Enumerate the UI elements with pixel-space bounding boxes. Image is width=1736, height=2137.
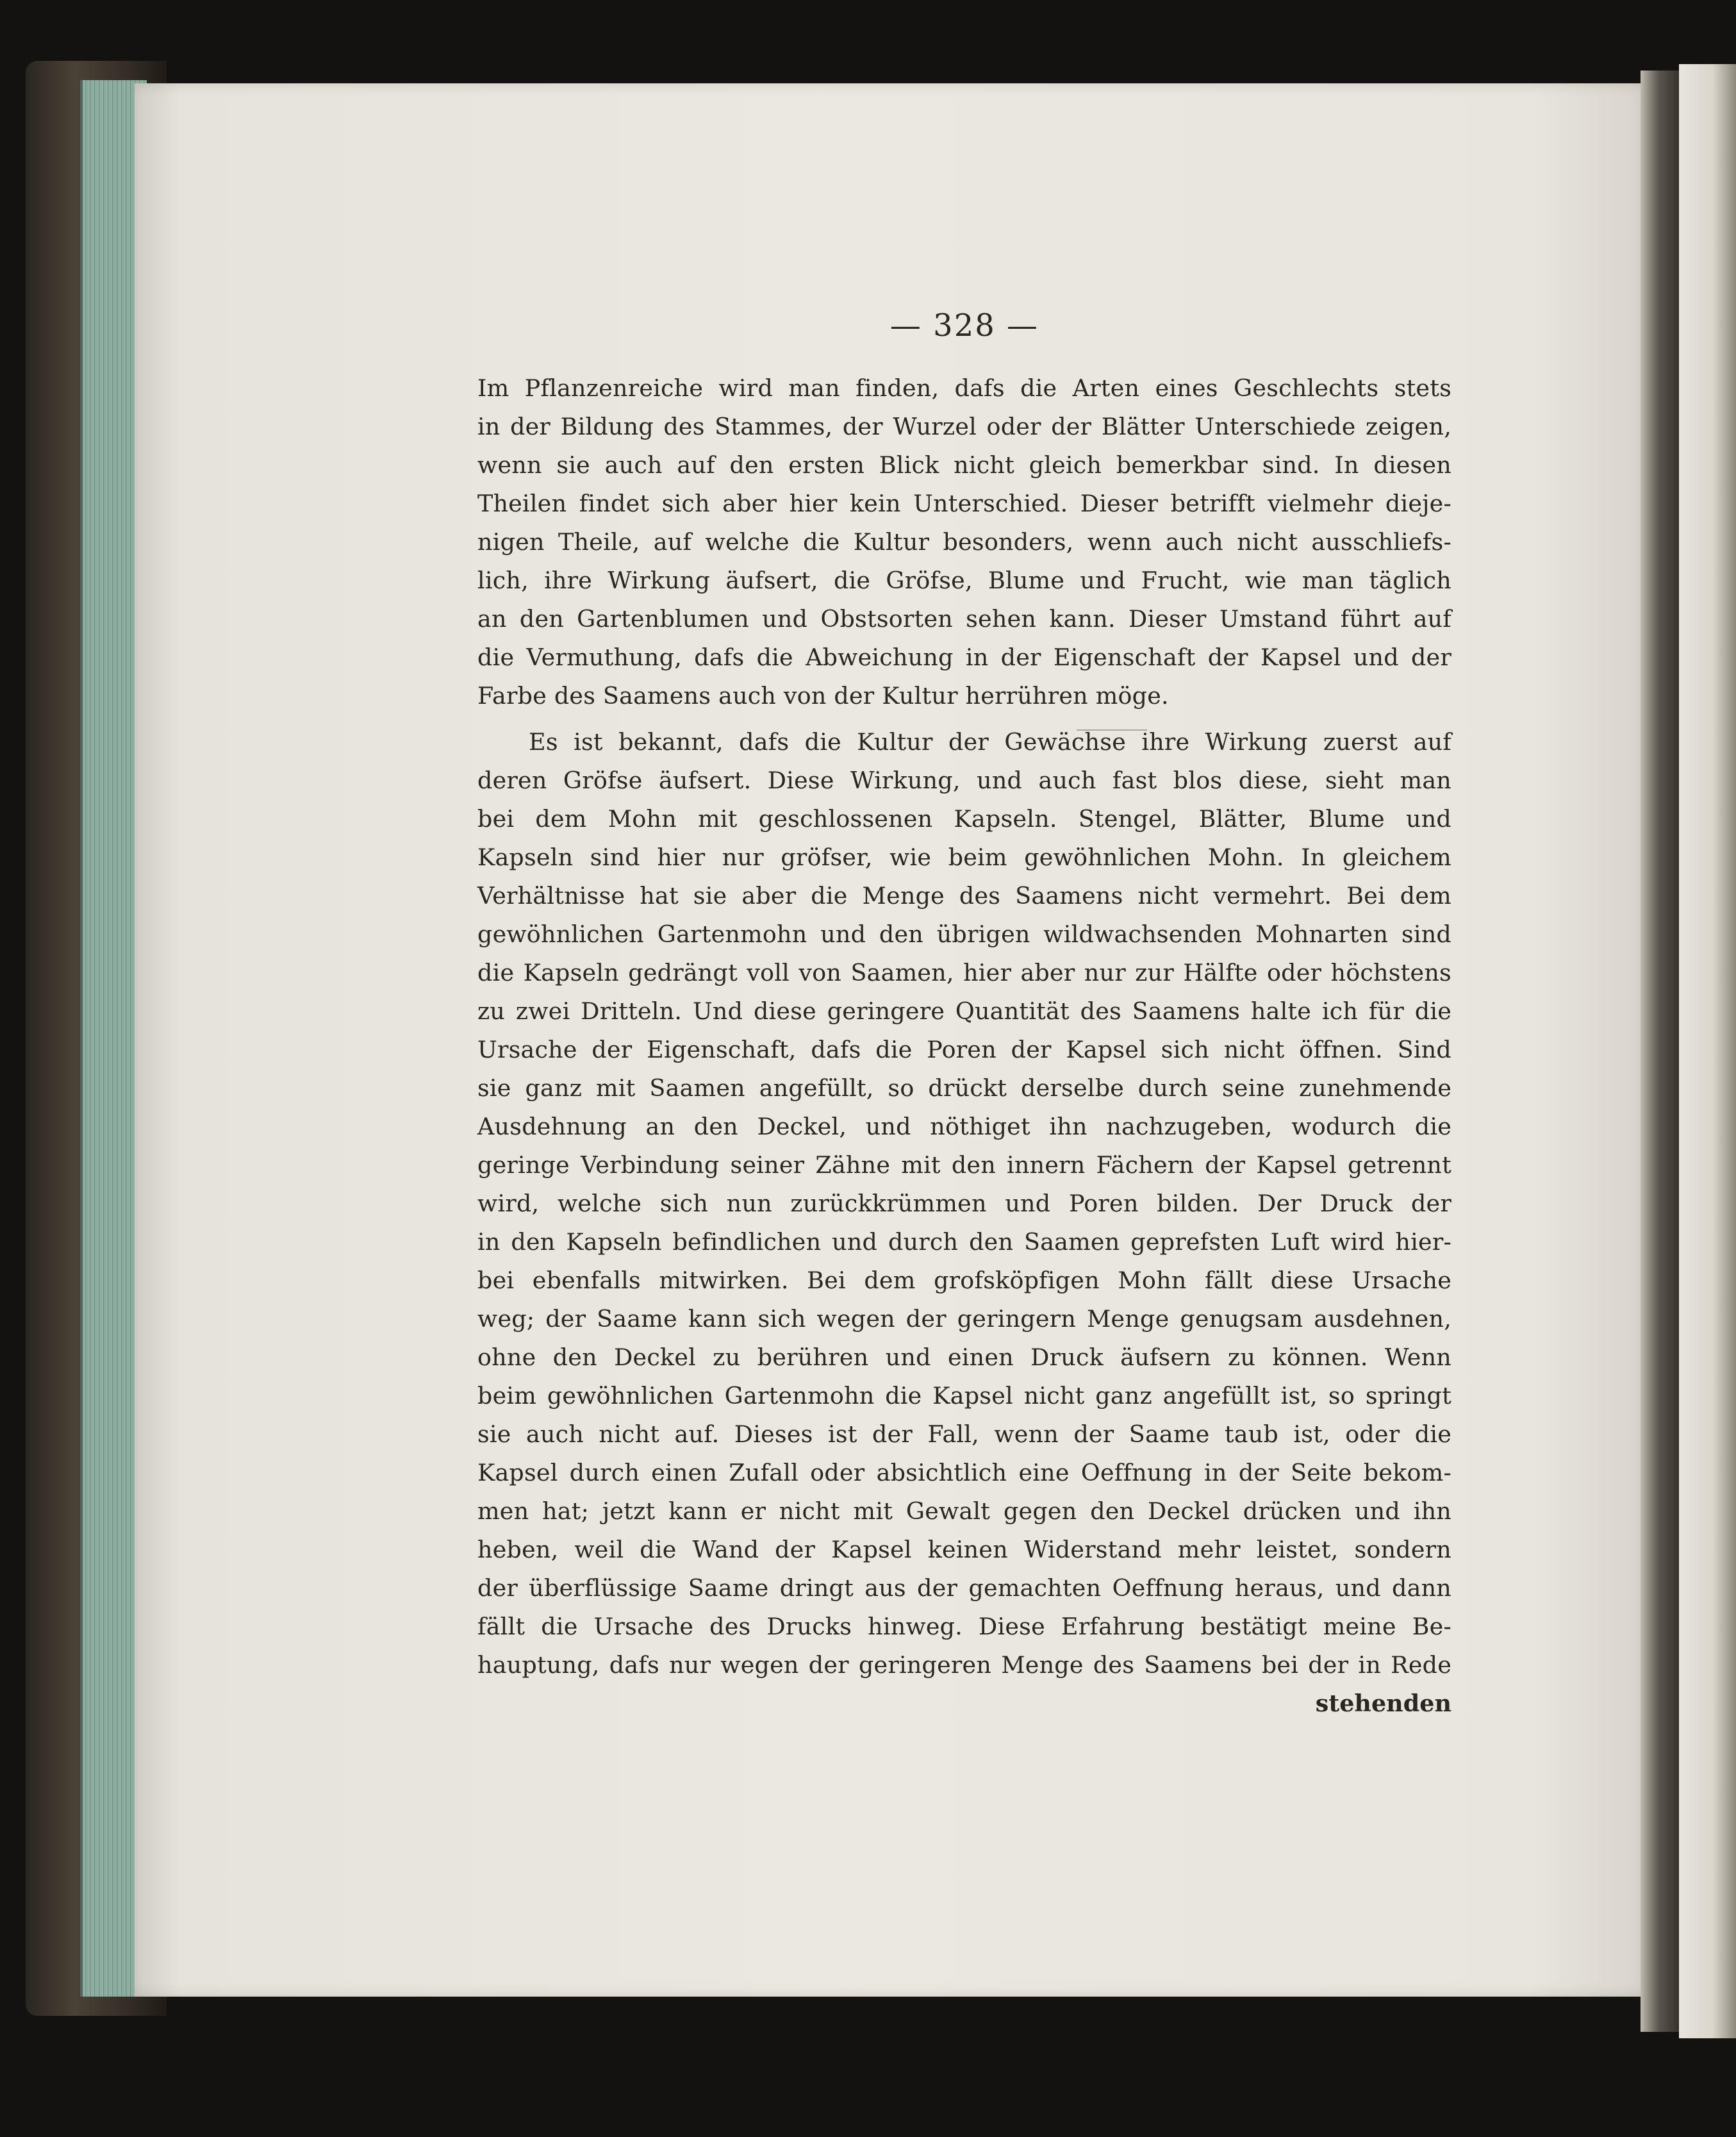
text-line: deren Gröfse äufsert. Diese Wirkung, und auch fast blos diese, sieht man [477, 767, 1451, 794]
text-line: Kapseln sind hier nur gröfser, wie beim gewöhnlichen Mohn. In gleichem [477, 844, 1451, 871]
text-line: Ursache der Eigenschaft, dafs die Poren der Kapsel sich nicht öffnen. Sind [477, 1036, 1451, 1063]
text-line: nigen Theile, auf welche die Kultur besonders, wenn auch nicht ausschliefs- [477, 528, 1451, 556]
text-line: ohne den Deckel zu berühren und einen Druck äufsern zu können. Wenn [477, 1343, 1451, 1371]
text-line: zu zwei Dritteln. Und diese geringere Quantität des Saamens halte ich für die [477, 997, 1451, 1025]
text-line: lich, ihre Wirkung äufsert, die Gröfse, Blume und Frucht, wie man täglich [477, 567, 1451, 594]
text-line: bei ebenfalls mitwirken. Bei dem grofsköpfigen Mohn fällt diese Ursache [477, 1267, 1451, 1294]
text-line: Theilen findet sich aber hier kein Unterschied. Dieser betrifft vielmehr dieje- [477, 490, 1451, 517]
page-text-block [477, 308, 1451, 1723]
text-line: Es ist bekannt, dafs die Kultur der Gewächse ihre Wirkung zuerst auf [529, 728, 1451, 756]
facing-page-edge [1679, 64, 1736, 2038]
text-line: Ausdehnung an den Deckel, und nöthiget ihn nachzugeben, wodurch die [477, 1113, 1451, 1140]
text-line: gewöhnlichen Gartenmohn und den übrigen wildwachsenden Mohnarten sind [477, 920, 1451, 948]
text-line: Verhältnisse hat sie aber die Menge des Saamens nicht vermehrt. Bei dem [477, 882, 1451, 910]
page-number: — 328 — [889, 308, 1039, 344]
text-line: weg; der Saame kann sich wegen der geringern Menge genugsam ausdehnen, [477, 1305, 1451, 1333]
text-line: geringe Verbindung seiner Zähne mit den innern Fächern der Kapsel getrennt [477, 1151, 1451, 1179]
text-line: der überflüssige Saame dringt aus der gemachten Oeffnung heraus, und dann [477, 1574, 1451, 1602]
text-line: beim gewöhnlichen Gartenmohn die Kapsel nicht ganz angefüllt ist, so springt [477, 1382, 1451, 1409]
text-line: Im Pflanzenreiche wird man finden, dafs die Arten eines Geschlechts stets [477, 374, 1451, 402]
text-line: bei dem Mohn mit geschlossenen Kapseln. Stengel, Blätter, Blume und [477, 805, 1451, 833]
text-line: die Vermuthung, dafs die Abweichung in der Eigenschaft der Kapsel und der [477, 644, 1451, 671]
text-line: Kapsel durch einen Zufall oder absichtlich eine Oeffnung in der Seite bekom- [477, 1459, 1451, 1486]
text-line: sie ganz mit Saamen angefüllt, so drückt derselbe durch seine zunehmende [477, 1074, 1451, 1102]
text-line: in der Bildung des Stammes, der Wurzel oder der Blätter Unterschiede zeigen, [477, 413, 1451, 440]
text-line: hauptung, dafs nur wegen der geringeren Menge des Saamens bei der in Rede [477, 1651, 1451, 1679]
catchword: stehenden [1315, 1690, 1451, 1717]
text-line: heben, weil die Wand der Kapsel keinen Widerstand mehr leistet, sondern [477, 1536, 1451, 1563]
text-line: men hat; jetzt kann er nicht mit Gewalt gegen den Deckel drücken und ihn [477, 1497, 1451, 1525]
text-line: sie auch nicht auf. Dieses ist der Fall, wenn der Saame taub ist, oder die [477, 1420, 1451, 1448]
text-line: in den Kapseln befindlichen und durch den Saamen geprefsten Luft wird hier- [477, 1228, 1451, 1256]
paragraph-2 [477, 723, 1451, 1684]
text-line: wird, welche sich nun zurückkrümmen und Poren bilden. Der Druck der [477, 1190, 1451, 1217]
text-line: an den Gartenblumen und Obstsorten sehen kann. Dieser Umstand führt auf [477, 605, 1451, 633]
text-line: die Kapseln gedrängt voll von Saamen, hier aber nur zur Hälfte oder höchstens [477, 959, 1451, 986]
paragraph-1 [477, 369, 1451, 715]
text-line: fällt die Ursache des Drucks hinweg. Diese Erfahrung bestätigt meine Be- [477, 1613, 1451, 1640]
text-line: wenn sie auch auf den ersten Blick nicht gleich bemerkbar sind. In diesen [477, 451, 1451, 479]
text-line: Farbe des Saamens auch von der Kultur herrühren möge. [477, 682, 1169, 710]
